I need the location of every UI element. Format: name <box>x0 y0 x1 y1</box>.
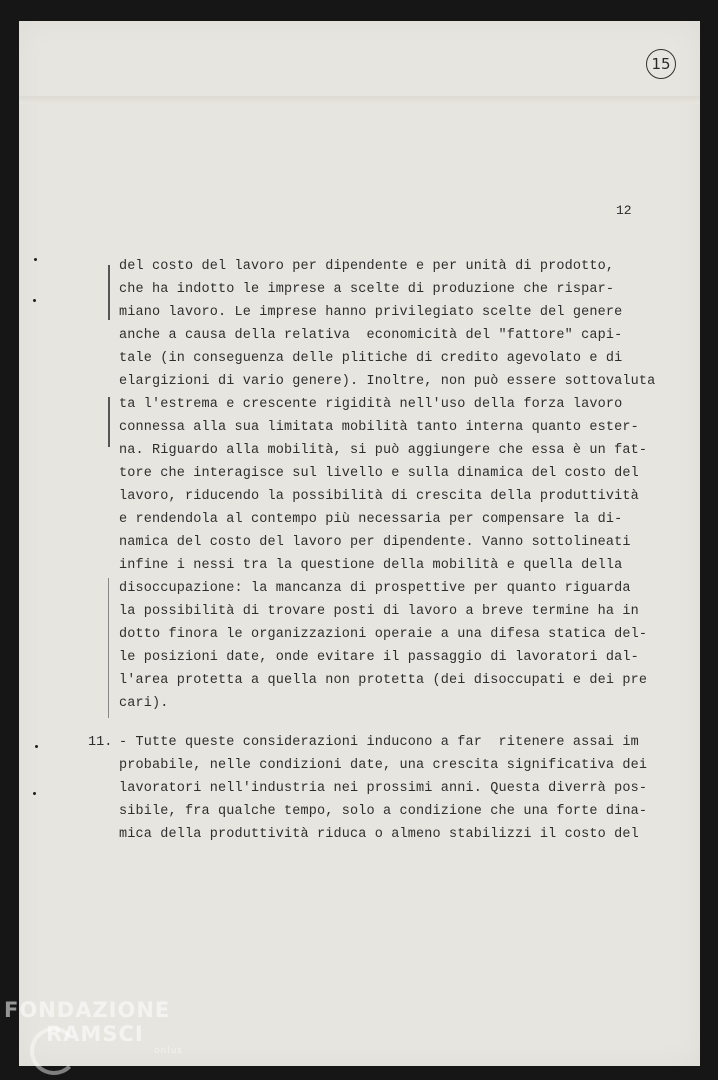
text-line: cari). <box>119 696 169 711</box>
text-line: le posizioni date, onde evitare il passaggio di lavoratori dal- <box>119 650 639 665</box>
paragraph-number: 11. <box>88 735 113 750</box>
text-line: sibile, fra qualche tempo, solo a condizione che una forte dina- <box>119 804 648 819</box>
archive-page-stamp: 15 <box>646 49 676 79</box>
margin-mark <box>108 265 110 320</box>
text-line: mica della produttività riduca o almeno stabilizzi il costo del <box>119 827 639 842</box>
text-line: probabile, nelle condizioni date, una crescita significativa dei <box>119 758 648 773</box>
watermark-line: FONDAZIONE <box>4 998 171 1022</box>
punch-dot <box>34 258 37 261</box>
text-line: namica del costo del lavoro per dipendente. Vanno sottolineati <box>119 535 631 550</box>
text-line: lavoro, riducendo la possibilità di crescita della produttività <box>119 489 639 504</box>
text-line: infine i nessi tra la questione della mobilità e quella della <box>119 558 623 573</box>
margin-mark <box>108 397 110 447</box>
text-line: e rendendola al contempo più necessaria per compensare la di- <box>119 512 623 527</box>
punch-dot <box>33 299 36 302</box>
text-line: - Tutte queste considerazioni inducono a far ritenere assai im <box>119 735 639 750</box>
watermark-line: RAMSCI <box>46 1022 144 1046</box>
page-number: 12 <box>616 203 632 218</box>
text-line: l'area protetta a quella non protetta (dei disoccupati e dei pre <box>119 673 648 688</box>
text-line: anche a causa della relativa economicità del "fattore" capi- <box>119 328 623 343</box>
text-line: ta l'estrema e crescente rigidità nell'uso della forza lavoro <box>119 397 623 412</box>
text-line: la possibilità di trovare posti di lavoro a breve termine ha in <box>119 604 639 619</box>
margin-mark <box>108 578 109 718</box>
page-fold-shadow <box>19 96 700 104</box>
text-line: na. Riguardo alla mobilità, si può aggiungere che essa è un fat- <box>119 443 648 458</box>
punch-dot <box>35 745 38 748</box>
text-line: del costo del lavoro per dipendente e per unità di prodotto, <box>119 259 615 274</box>
watermark <box>4 998 183 1056</box>
text-line: tale (in conseguenza delle plitiche di credito agevolato e di <box>119 351 623 366</box>
text-line: miano lavoro. Le imprese hanno privilegiato scelte del genere <box>119 305 623 320</box>
text-line: che ha indotto le imprese a scelte di produzione che rispar- <box>119 282 615 297</box>
text-line: elargizioni di vario genere). Inoltre, non può essere sottovaluta <box>119 374 656 389</box>
text-line: connessa alla sua limitata mobilità tanto interna quanto ester- <box>119 420 639 435</box>
watermark-line: onlus <box>154 1046 184 1056</box>
punch-dot <box>33 792 36 795</box>
text-line: dotto finora le organizzazioni operaie a una difesa statica del- <box>119 627 648 642</box>
text-line: disoccupazione: la mancanza di prospettive per quanto riguarda <box>119 581 631 596</box>
text-line: lavoratori nell'industria nei prossimi anni. Questa diverrà pos- <box>119 781 648 796</box>
text-line: tore che interagisce sul livello e sulla dinamica del costo del <box>119 466 639 481</box>
